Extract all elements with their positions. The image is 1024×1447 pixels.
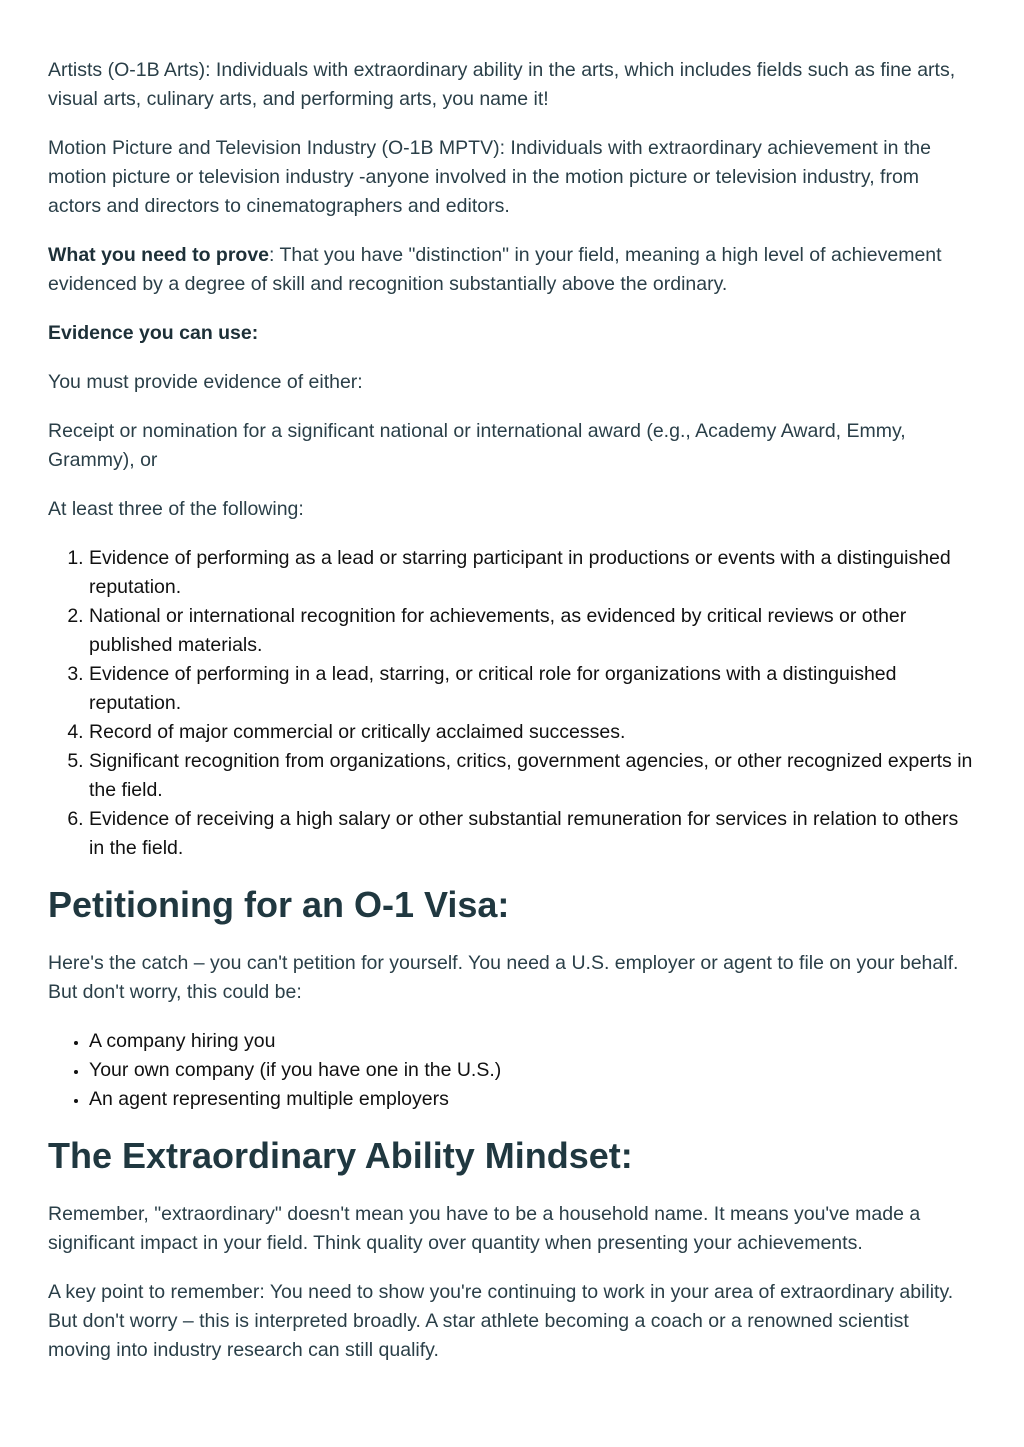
list-item: 6. Evidence of receiving a high salary or other substantial remuneration for services in relation to others in the field.	[89, 805, 976, 863]
petitioning-intro: Here's the catch – you can't petition for yourself. You need a U.S. employer or agent to file on your behalf. But don't worry, this could be:	[48, 952, 959, 1003]
list-item: 4. Record of major commercial or critically acclaimed successes.	[89, 718, 976, 747]
artists-paragraph: Artists (O-1B Arts): Individuals with extraordinary ability in the arts, which includes fields such as fine arts, visual arts, culinary arts, and performing arts, you name it!	[48, 59, 956, 110]
at-least-three-paragraph: At least three of the following:	[48, 498, 304, 520]
evidence-list	[48, 544, 976, 863]
petitioning-heading: Petitioning for an O-1 Visa:	[48, 884, 510, 925]
mindset-heading: The Extraordinary Ability Mindset:	[48, 1135, 633, 1176]
list-item: 2. National or international recognition for achievements, as evidenced by critical reviews or other published materials.	[89, 602, 976, 660]
mindset-paragraph-1: Remember, "extraordinary" doesn't mean you have to be a household name. It means you've made a significant impact in your field. Think quality over quantity when presenting your achievements.	[48, 1203, 921, 1254]
prove-label: What you need to prove	[48, 244, 270, 266]
list-item: 5. Significant recognition from organizations, critics, government agencies, or other recognized experts in the field.	[89, 747, 976, 805]
evidence-heading	[48, 319, 976, 348]
mindset-paragraph-2: A key point to remember: You need to show you're continuing to work in your area of extraordinary ability. But don't worry – this is interpreted broadly. A star athlete becoming a coach or a renowned scientist moving into industry research can still qualify.	[48, 1281, 954, 1361]
list-item: • An agent representing multiple employers	[89, 1085, 976, 1114]
petitioner-options-list	[48, 1027, 976, 1114]
mptv-paragraph: Motion Picture and Television Industry (O-1B MPTV): Individuals with extraordinary achievement in the motion picture or television industry -anyone involved in the motion picture or television industry, from actors and directors to cinematographers and editors.	[48, 137, 931, 217]
evidence-label: Evidence you can use:	[48, 322, 259, 344]
list-item: 1. Evidence of performing as a lead or starring participant in productions or events with a distinguished reputation.	[89, 544, 976, 602]
list-item: • Your own company (if you have one in the U.S.)	[89, 1056, 976, 1085]
award-paragraph: Receipt or nomination for a significant national or international award (e.g., Academy Award, Emmy, Grammy), or	[48, 420, 906, 471]
provide-either-paragraph: You must provide evidence of either:	[48, 371, 363, 393]
list-item: 3. Evidence of performing in a lead, starring, or critical role for organizations with a distinguished reputation.	[89, 660, 976, 718]
prove-paragraph	[48, 241, 976, 299]
list-item: • A company hiring you	[89, 1027, 976, 1056]
prove-text: : That you have "distinction" in your field, meaning a high level of achievement evidenced by a degree of skill and recognition substantially above the ordinary.	[48, 244, 942, 295]
